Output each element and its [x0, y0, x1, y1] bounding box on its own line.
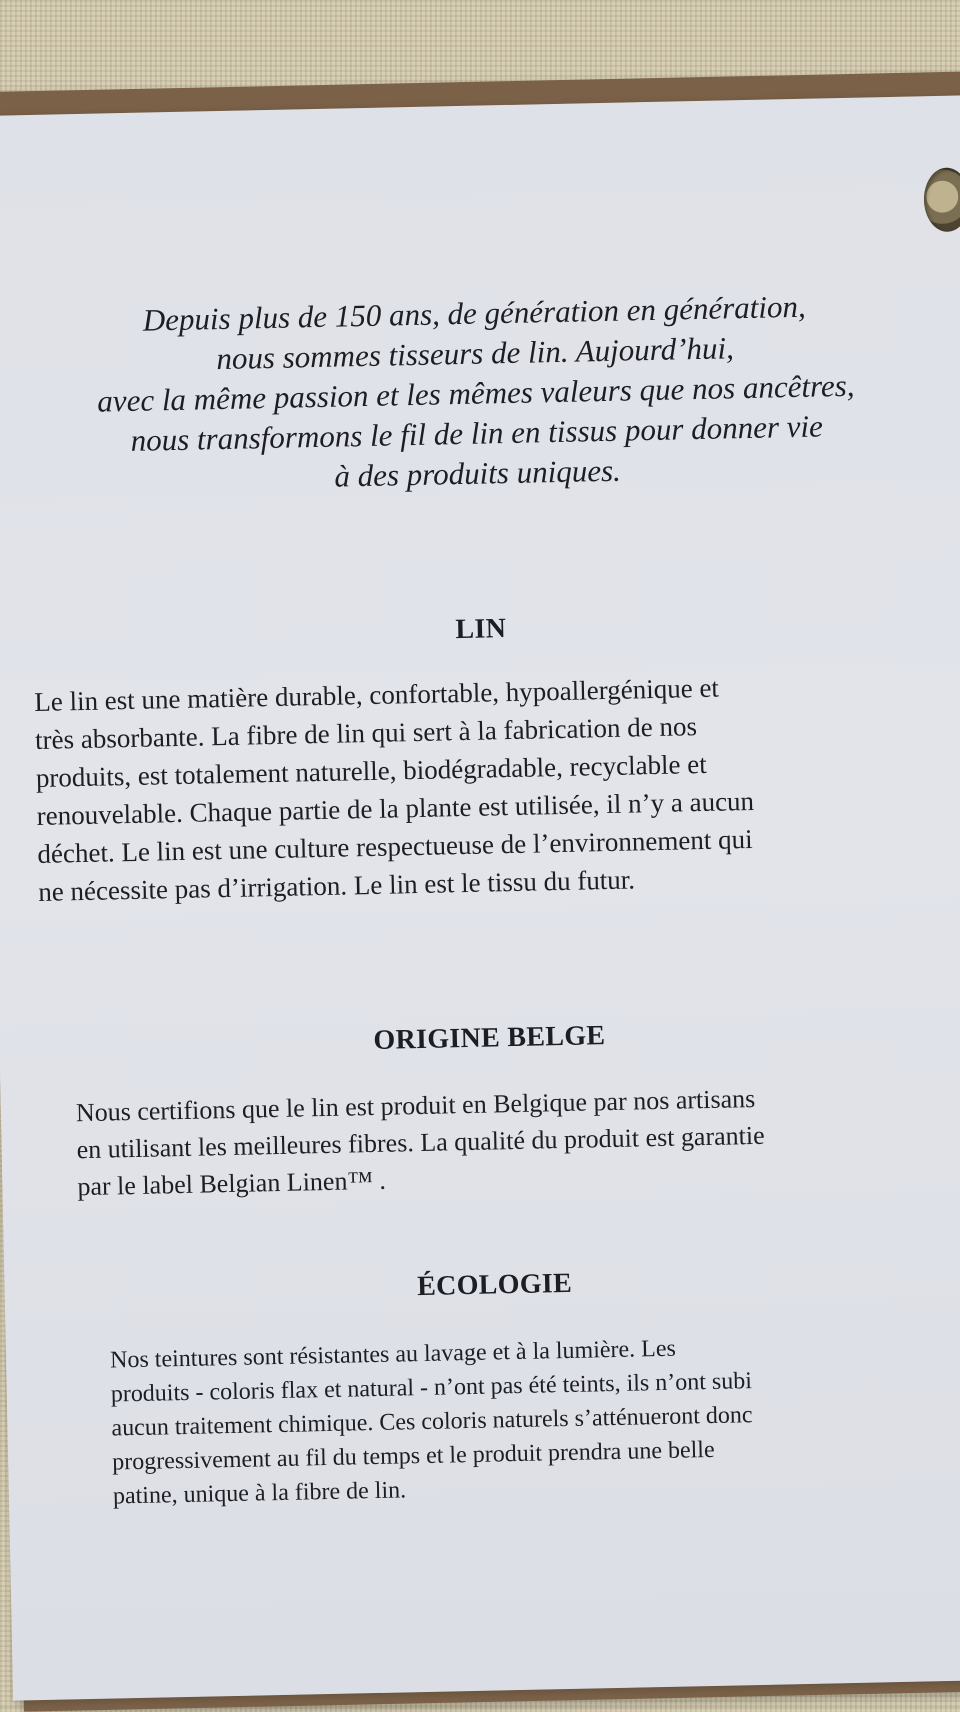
intro-paragraph — [24, 284, 928, 503]
section-text-lin — [34, 665, 919, 911]
intro-line-3: avec la même passion et les mêmes valeurs que nos ancêtres, — [96, 367, 855, 419]
section-text-origine-belge — [76, 1076, 928, 1205]
label-content — [0, 95, 960, 1700]
ecologie-line-2: produits - coloris flax et natural - n’ont pas été teints, ils n’ont subi — [110, 1368, 753, 1408]
origine-line-1: Nous certifions que le lin est produit en Belgique par nos artisans — [75, 1083, 756, 1128]
printed-paper-label — [0, 95, 960, 1700]
origine-line-2: en utilisant les meilleures fibres. La qualité du produit est garantie — [76, 1120, 765, 1165]
intro-line-4: nous transformons le fil de lin en tissus pour donner vie — [130, 408, 824, 458]
origine-line-3: par le label Belgian Linen™ . — [77, 1165, 387, 1202]
intro-line-1: Depuis plus de 150 ans, de génération en génération, — [142, 288, 807, 338]
section-title-origine-belge: ORIGINE BELGE — [373, 1020, 606, 1056]
lin-line-3: produits, est totalement naturelle, biodégradable, recyclable et — [35, 748, 708, 793]
ecologie-line-4: progressivement au fil du temps et le produit prendra une belle — [111, 1436, 715, 1476]
ecologie-line-5: patine, unique à la fibre de lin. — [112, 1477, 407, 1510]
ecologie-line-3: aucun traitement chimique. Ces coloris naturels s’atténueront donc — [111, 1402, 753, 1442]
section-text-ecologie — [110, 1327, 923, 1514]
section-title-ecologie: ÉCOLOGIE — [416, 1267, 573, 1303]
lin-line-2: très absorbante. La fibre de lin qui sert à la fabrication de nos — [34, 711, 698, 755]
lin-line-6: ne nécessite pas d’irrigation. Le lin est le tissu du futur. — [37, 864, 636, 907]
intro-line-2: nous sommes tisseurs de lin. Aujourd’hui, — [215, 330, 735, 377]
intro-line-5: à des produits uniques. — [334, 452, 622, 494]
lin-line-1: Le lin est une matière durable, confortable, hypoallergénique et — [33, 672, 720, 717]
section-title-lin: LIN — [455, 613, 507, 646]
ecologie-line-1: Nos teintures sont résistantes au lavage et à la lumière. Les — [109, 1335, 677, 1374]
lin-line-5: déchet. Le lin est une culture respectueuse de l’environnement qui — [37, 823, 753, 869]
lin-line-4: renouvelable. Chaque partie de la plante est utilisée, il n’y a aucun — [36, 785, 755, 831]
